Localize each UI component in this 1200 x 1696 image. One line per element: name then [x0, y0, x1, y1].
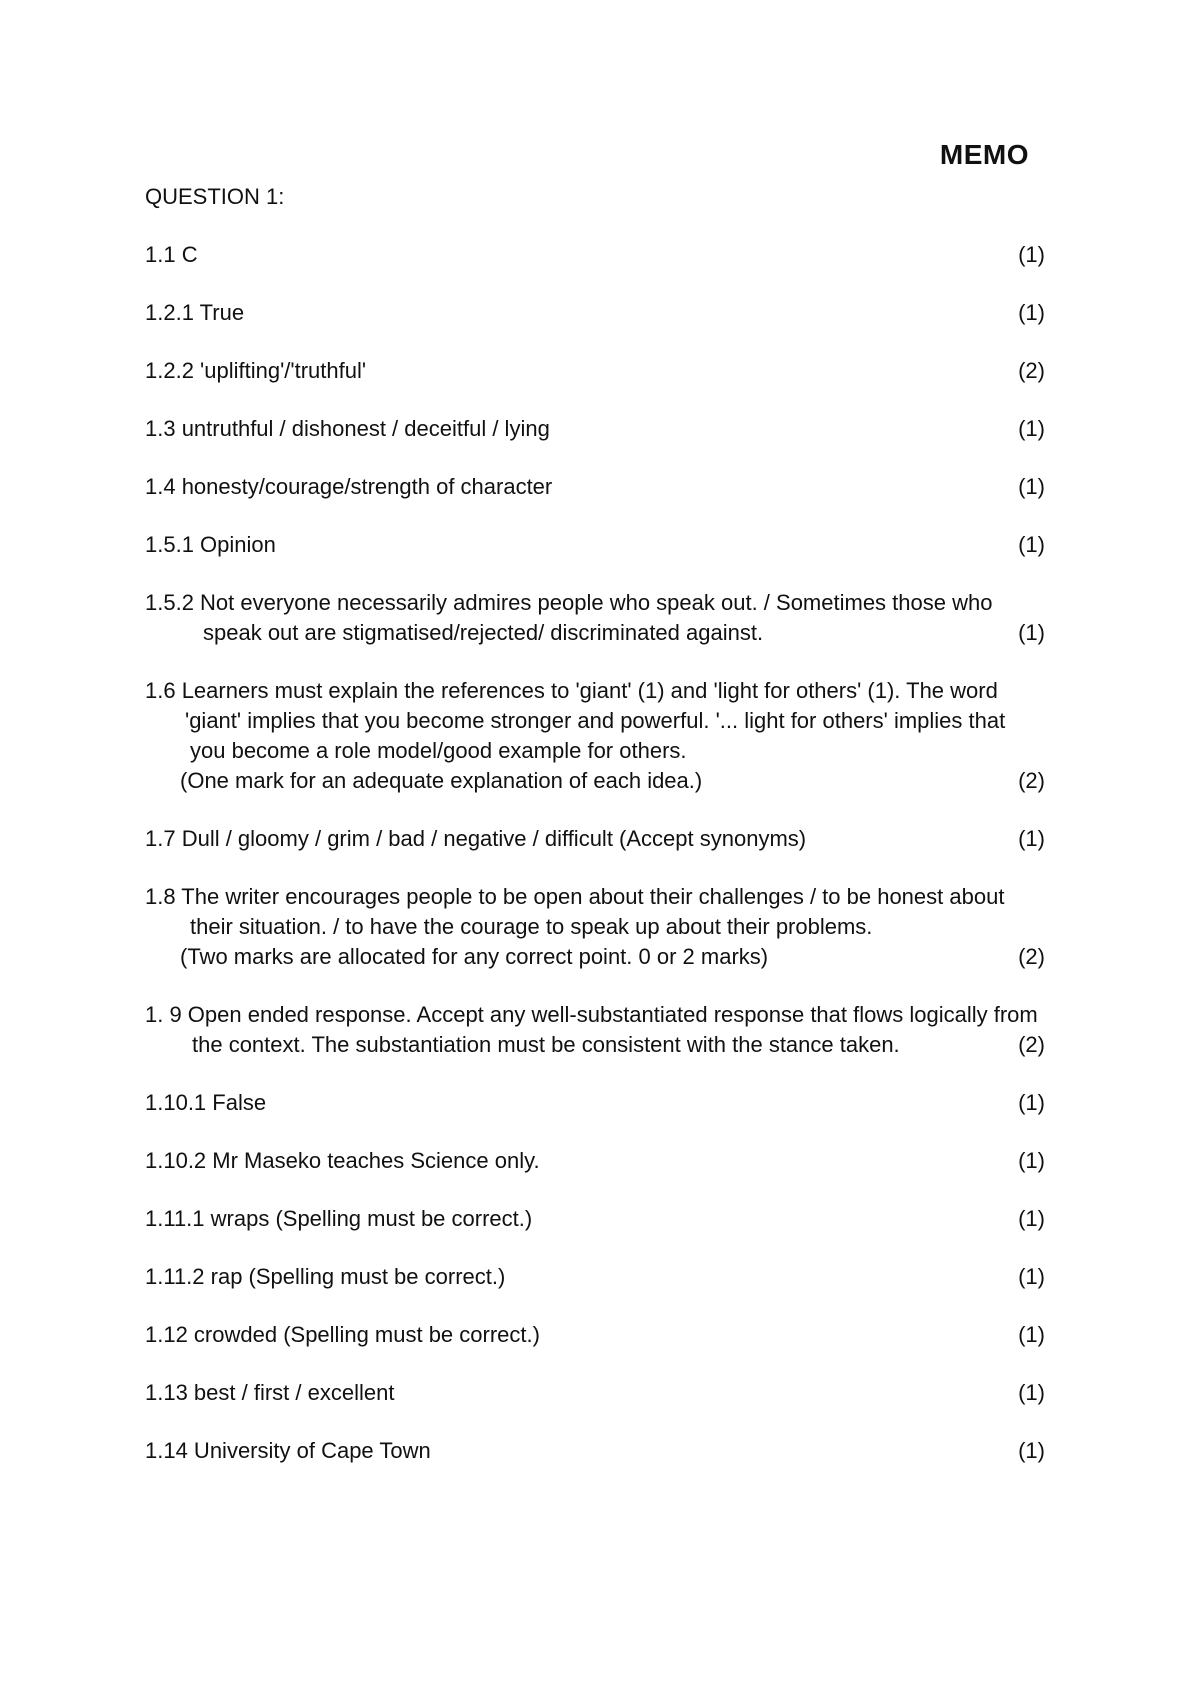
answer-item [145, 1146, 1045, 1176]
answer-item [145, 1436, 1045, 1466]
answer-line: 1.5.1 Opinion [145, 532, 276, 557]
mark-badge: (1) [1018, 1380, 1045, 1405]
answer-item [145, 530, 1045, 560]
mark-badge: (1) [1018, 826, 1045, 851]
answer-line: 1. 9 Open ended response. Accept any well-substantiated response that flows logically from [145, 1002, 1038, 1027]
answer-item [145, 824, 1045, 854]
mark-badge: (1) [1018, 1322, 1045, 1347]
answer-line: 1.1 C [145, 242, 198, 267]
answer-line: the context. The substantiation must be consistent with the stance taken. [192, 1032, 900, 1057]
answer-line: 1.13 best / first / excellent [145, 1380, 395, 1405]
answer-item [145, 676, 1045, 796]
answer-line: (Two marks are allocated for any correct point. 0 or 2 marks) [180, 944, 769, 969]
mark-badge: (1) [1018, 416, 1045, 441]
answer-line: 1.2.1 True [145, 300, 245, 325]
answer-line: 1.2.2 'uplifting'/'truthful' [145, 358, 367, 383]
mark-badge: (1) [1018, 474, 1045, 499]
answer-line: 1.10.2 Mr Maseko teaches Science only. [145, 1148, 540, 1173]
mark-badge: (1) [1018, 242, 1045, 267]
answer-item [145, 472, 1045, 502]
question-heading: QUESTION 1: [145, 184, 285, 209]
answer-line: 1.4 honesty/courage/strength of character [145, 474, 553, 499]
answer-item [145, 1262, 1045, 1292]
answer-line: their situation. / to have the courage to speak up about their problems. [190, 914, 873, 939]
answer-item [145, 1378, 1045, 1408]
answer-item [145, 1204, 1045, 1234]
answer-item [145, 882, 1045, 972]
answer-item [145, 356, 1045, 386]
answer-item [145, 1088, 1045, 1118]
answer-line: (One mark for an adequate explanation of each idea.) [180, 768, 703, 793]
mark-badge: (2) [1018, 944, 1045, 969]
answer-item [145, 1000, 1045, 1060]
mark-badge: (1) [1018, 1090, 1045, 1115]
answer-item [145, 588, 1045, 648]
answer-line: 1.11.1 wraps (Spelling must be correct.) [145, 1206, 533, 1231]
answer-line: 1.3 untruthful / dishonest / deceitful / lying [145, 416, 550, 441]
mark-badge: (1) [1018, 300, 1045, 325]
answer-line: 1.5.2 Not everyone necessarily admires people who speak out. / Sometimes those who [145, 590, 993, 615]
answer-line: 1.12 crowded (Spelling must be correct.) [145, 1322, 540, 1347]
answer-line: 1.14 University of Cape Town [145, 1438, 431, 1463]
answer-list [145, 240, 1045, 1466]
mark-badge: (1) [1018, 620, 1045, 645]
mark-badge: (2) [1018, 358, 1045, 383]
answer-line: you become a role model/good example for others. [190, 738, 687, 763]
answer-line: 1.10.1 False [145, 1090, 267, 1115]
answer-line: 1.7 Dull / gloomy / grim / bad / negative / difficult (Accept synonyms) [145, 826, 807, 851]
answer-line: 1.11.2 rap (Spelling must be correct.) [145, 1264, 506, 1289]
mark-badge: (1) [1018, 1264, 1045, 1289]
answer-line: 'giant' implies that you become stronger and powerful. '... light for others' implies that [185, 708, 1006, 733]
answer-item [145, 298, 1045, 328]
mark-badge: (1) [1018, 1438, 1045, 1463]
mark-badge: (2) [1018, 768, 1045, 793]
memo-title: MEMO [939, 139, 1029, 170]
answer-item [145, 240, 1045, 270]
mark-badge: (1) [1018, 532, 1045, 557]
answer-line: 1.8 The writer encourages people to be open about their challenges / to be honest about [145, 884, 1005, 909]
mark-badge: (2) [1018, 1032, 1045, 1057]
answer-item [145, 414, 1045, 444]
answer-item [145, 1320, 1045, 1350]
answer-line: speak out are stigmatised/rejected/ discriminated against. [203, 620, 764, 645]
answer-line: 1.6 Learners must explain the references to 'giant' (1) and 'light for others' (1). The word [145, 678, 998, 703]
mark-badge: (1) [1018, 1148, 1045, 1173]
mark-badge: (1) [1018, 1206, 1045, 1231]
